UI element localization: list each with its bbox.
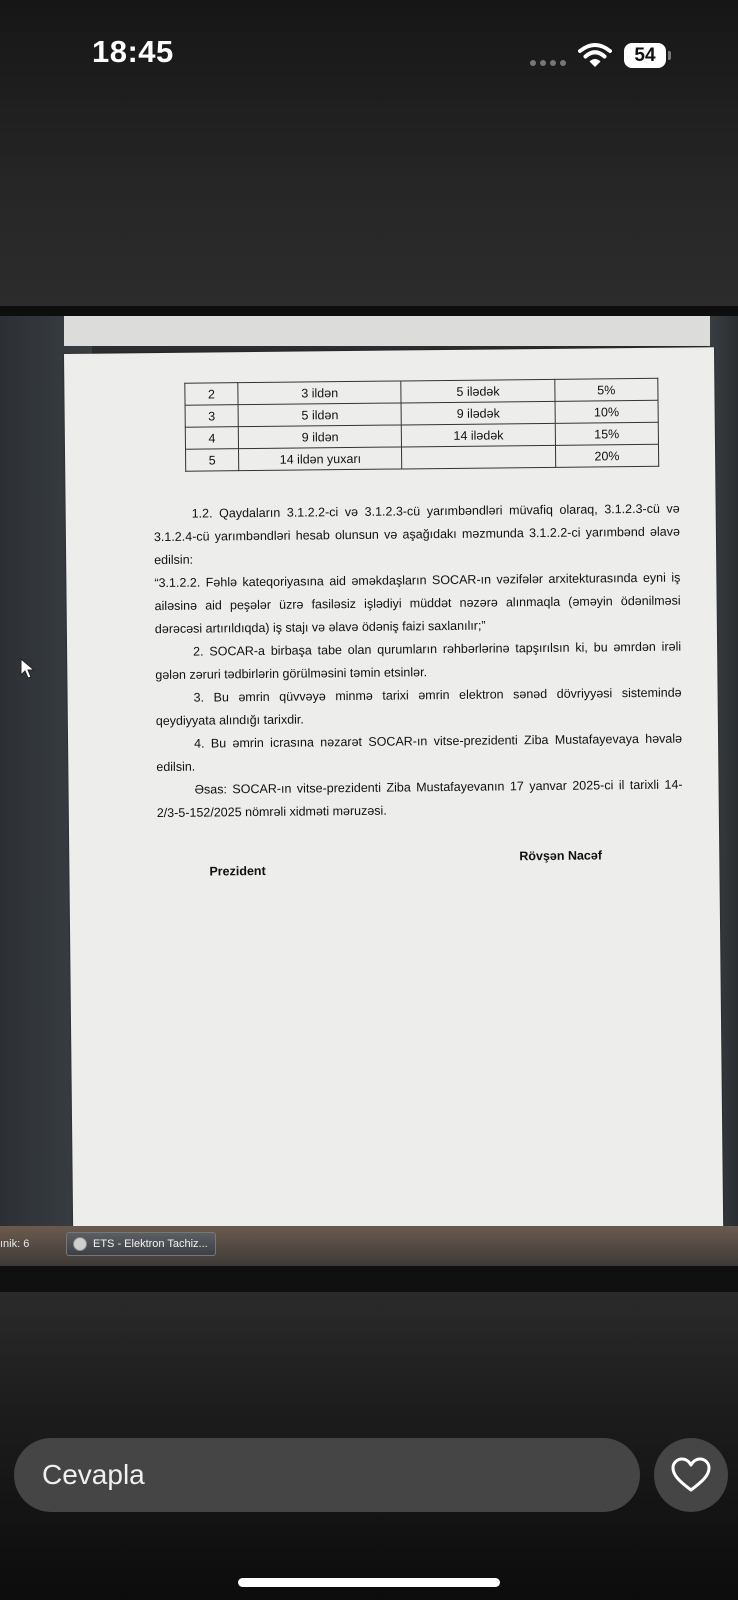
mouse-cursor-icon xyxy=(20,658,36,680)
document-page xyxy=(64,347,723,1260)
table-cell: 9 ilədək xyxy=(401,401,555,425)
table-cell: 10% xyxy=(555,400,658,423)
paragraph: 2. SOCAR-a birbaşa tabe olan qurumların rəhbərlərinə tapşırılsın ki, bu əmrdən irəli gələn zəruri tədbirlərin görülməsini təmin etsinlər. xyxy=(155,639,682,683)
table-cell: 15% xyxy=(555,422,658,445)
table-cell xyxy=(402,445,556,469)
table-cell: 14 ildən yuxarı xyxy=(239,447,403,471)
taskbar-label: ınik: 6 xyxy=(0,1238,30,1250)
home-indicator[interactable] xyxy=(238,1578,500,1587)
status-time: 18:45 xyxy=(92,34,174,69)
taskbar-item-label: ETS - Elektron Tachiz... xyxy=(93,1238,208,1250)
browser-icon xyxy=(73,1237,87,1251)
table-cell: 5 ilədək xyxy=(401,379,555,403)
table-cell: 5% xyxy=(555,378,658,401)
signal-dots-icon xyxy=(530,60,566,66)
battery-level: 54 xyxy=(634,44,656,66)
table-row xyxy=(186,444,659,471)
taskbar-item-ets[interactable] xyxy=(66,1232,216,1256)
signatory-title: Prezident xyxy=(209,863,266,879)
photo-attachment[interactable] xyxy=(0,306,738,1292)
table-cell: 3 ildən xyxy=(238,381,402,405)
table-cell: 5 xyxy=(186,449,239,472)
table-cell: 9 ildən xyxy=(238,425,402,449)
paragraph: Əsas: SOCAR-ın vitse-prezidenti Ziba Mustafayevanın 17 yanvar 2025-ci il tarixli 14-2/3-5-152/2025 nömrəli xidməti məruzəsi. xyxy=(156,777,683,821)
table-cell: 2 xyxy=(185,383,238,406)
like-button[interactable] xyxy=(654,1438,728,1512)
table-cell: 20% xyxy=(555,444,658,467)
paragraph: 1.2. Qaydaların 3.1.2.2-ci və 3.1.2.3-cü yarımbəndləri müvafiq olaraq, 3.1.2.3-cü və 3.1.2.4-cü yarımbəndləri hesab olunsun və aşağıdakı məzmunda 3.1.2.2-ci yarımbənd əlavə edilsin: xyxy=(153,501,680,568)
signatory-name: Rövşən Nacəf xyxy=(519,848,603,864)
table-cell: 14 ilədək xyxy=(402,423,556,447)
table-cell: 3 xyxy=(185,405,238,428)
monitor-bezel xyxy=(0,306,738,316)
reply-input[interactable] xyxy=(40,1458,604,1492)
battery-icon xyxy=(624,43,666,68)
wifi-icon xyxy=(578,42,612,68)
paragraph: 4. Bu əmrin icrasına nəzarət SOCAR-ın vitse-prezidenti Ziba Mustafayevaya həvalə edilsin. xyxy=(156,731,683,775)
monitor-bottom-bezel xyxy=(0,1266,738,1292)
seniority-table xyxy=(184,378,659,472)
previous-page-edge xyxy=(64,316,710,346)
document-body xyxy=(154,498,683,825)
paragraph: 3. Bu əmrin qüvvəyə minmə tarixi əmrin elektron sənəd dövriyyəsi sistemində qeydiyyata alındığı tarixdir. xyxy=(155,685,682,729)
heart-icon xyxy=(671,1457,711,1493)
reply-bar[interactable] xyxy=(14,1438,640,1512)
battery-nub xyxy=(668,51,671,60)
paragraph: “3.1.2.2. Fəhlə kateqoriyasına aid əməkdaşların SOCAR-ın vəzifələr arxitekturasında eyni iş ailəsinə aid peşələr üzrə fasiləsiz işlədiyi müddət nəzərə alınmaqla (əməyin ödənilməsi dərəcəsi artırıldıqda) iş stajı və əlavə ödəniş faizi saxlanılır;” xyxy=(154,570,681,637)
table-cell: 5 ildən xyxy=(238,403,402,427)
table-cell: 4 xyxy=(185,427,238,450)
